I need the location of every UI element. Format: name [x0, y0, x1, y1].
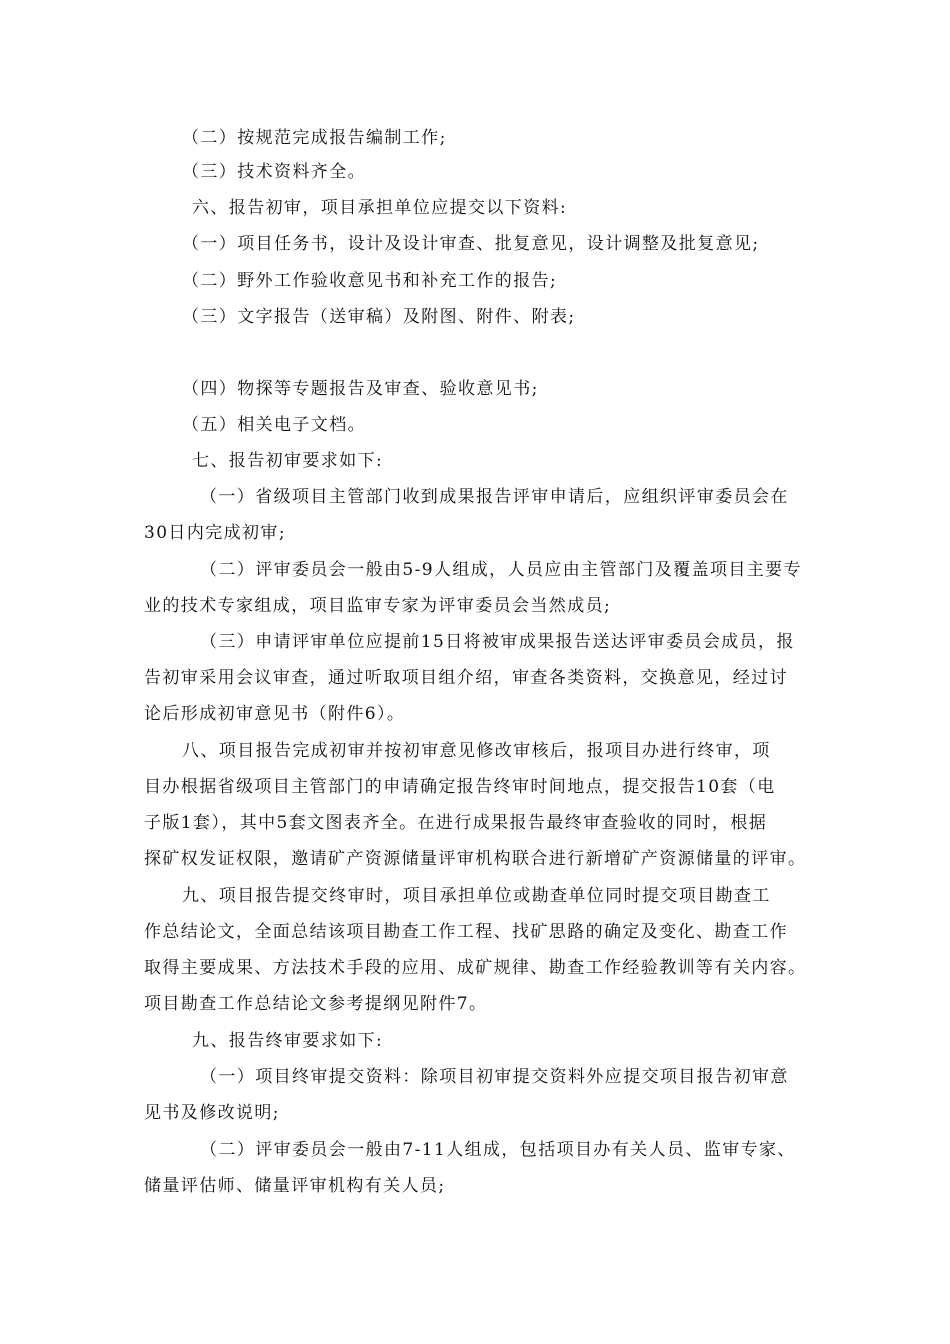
- paragraph-line: 储量评估师、储量评审机构有关人员;: [144, 1176, 446, 1196]
- paragraph-line: 告初审采用会议审查，通过听取项目组介绍，审查各类资料，交换意见，经过讨: [144, 668, 788, 688]
- paragraph-line: 业的技术专家组成，项目监审专家为评审委员会当然成员;: [144, 596, 612, 616]
- section-heading: 六、报告初审，项目承担单位应提交以下资料:: [192, 198, 568, 218]
- paragraph-line: 作总结论文，全面总结该项目勘查工作工程、找矿思路的确定及变化、勘查工作: [144, 922, 788, 942]
- paragraph-line: （二）评审委员会一般由5-9人组成，人员应由主管部门及覆盖项目主要专: [200, 560, 802, 580]
- paragraph-line: （二）评审委员会一般由7-11人组成，包括项目办有关人员、监审专家、: [200, 1140, 796, 1160]
- paragraph-line: （一）省级项目主管部门收到成果报告评审申请后，应组织评审委员会在: [200, 487, 789, 507]
- list-item: （四）物探等专题报告及审查、验收意见书;: [182, 379, 539, 399]
- list-item: （二）野外工作验收意见书和补充工作的报告;: [182, 271, 558, 291]
- list-item: （一）项目任务书，设计及设计审查、批复意见，设计调整及批复意见;: [182, 234, 760, 254]
- paragraph-line: 项目勘查工作总结论文参考提纲见附件7。: [144, 994, 488, 1014]
- paragraph-line: 八、项目报告完成初审并按初审意见修改审核后，报项目办进行终审，项: [182, 741, 771, 761]
- paragraph-line: 30日内完成初审;: [144, 523, 286, 543]
- list-item: （三）技术资料齐全。: [182, 162, 366, 182]
- paragraph-line: 取得主要成果、方法技术手段的应用、成矿规律、勘查工作经验教训等有关内容。: [144, 958, 807, 978]
- paragraph-line: 探矿权发证权限，邀请矿产资源储量评审机构联合进行新增矿产资源储量的评审。: [144, 849, 807, 869]
- paragraph-line: 论后形成初审意见书（附件6）。: [144, 704, 406, 724]
- section-heading: 九、报告终审要求如下:: [192, 1031, 384, 1051]
- paragraph-line: 子版1套），其中5套文图表齐全。在进行成果报告最终审查验收的同时，根据: [144, 813, 768, 833]
- paragraph-line: 目办根据省级项目主管部门的申请确定报告终审时间地点，提交报告10套（电: [144, 777, 776, 797]
- section-heading: 七、报告初审要求如下:: [192, 451, 384, 471]
- list-item: （五）相关电子文档。: [182, 415, 366, 435]
- paragraph-line: 见书及修改说明;: [144, 1103, 280, 1123]
- paragraph-line: 九、项目报告提交终审时，项目承担单位或勘查单位同时提交项目勘查工: [182, 886, 771, 906]
- paragraph-line: （三）申请评审单位应提前15日将被审成果报告送达评审委员会成员，报: [200, 632, 795, 652]
- paragraph-line: （一）项目终审提交资料：除项目初审提交资料外应提交项目报告初审意: [200, 1067, 789, 1087]
- list-item: （二）按规范完成报告编制工作;: [182, 128, 447, 148]
- list-item: （三）文字报告（送审稿）及附图、附件、附表;: [182, 307, 576, 327]
